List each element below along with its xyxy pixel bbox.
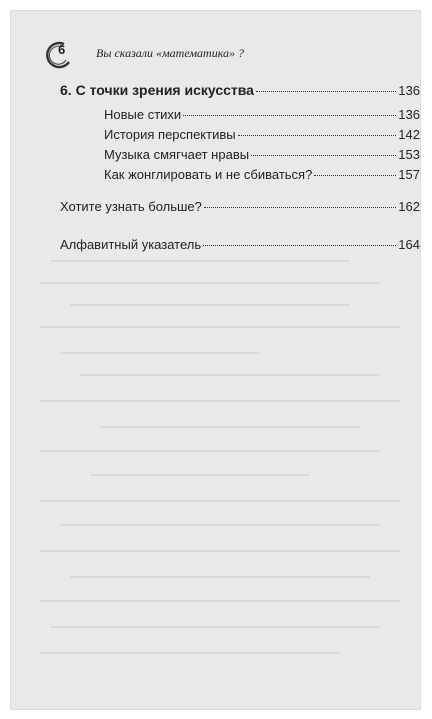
toc-entry-page: 136: [398, 107, 420, 122]
toc-entry-label: Новые стихи: [104, 107, 182, 122]
toc-entry-page: 136: [398, 83, 420, 98]
page-number: 6: [58, 42, 66, 57]
page-number-badge: [44, 40, 72, 68]
toc-index-entry[interactable]: [60, 237, 420, 257]
toc-section-entry[interactable]: [104, 107, 420, 127]
toc-entry-page: 142: [398, 127, 420, 142]
toc-chapter-entry[interactable]: [60, 82, 420, 102]
toc-entry-label: Алфавитный указатель: [60, 237, 202, 252]
toc-leader-dots: [183, 115, 396, 116]
toc-section-entry[interactable]: [104, 147, 420, 167]
book-page: [10, 10, 421, 710]
page-header: [44, 40, 424, 70]
toc-more-entry[interactable]: [60, 199, 420, 219]
toc-entry-label: История перспективы: [104, 127, 236, 142]
show-through-texture: [40, 260, 415, 690]
toc-section-entry[interactable]: [104, 167, 420, 187]
toc-leader-dots: [238, 135, 397, 136]
toc-section-entry[interactable]: [104, 127, 420, 147]
toc-entry-page: 157: [398, 167, 420, 182]
toc-entry-label: 6. С точки зрения искусства: [60, 82, 254, 98]
toc-leader-dots: [251, 155, 396, 156]
toc-entry-page: 164: [398, 237, 420, 252]
toc-entry-label: Музыка смягчает нравы: [104, 147, 250, 162]
toc-leader-dots: [314, 175, 396, 176]
toc-leader-dots: [203, 245, 396, 246]
toc-leader-dots: [204, 207, 396, 208]
toc-entry-page: 153: [398, 147, 420, 162]
running-title: Вы сказали «математика» ?: [96, 46, 245, 60]
toc-entry-label: Как жонглировать и не сбиваться?: [104, 167, 313, 182]
toc-entry-label: Хотите узнать больше?: [60, 199, 202, 214]
toc-entry-page: 162: [398, 199, 420, 214]
toc-leader-dots: [256, 91, 396, 92]
